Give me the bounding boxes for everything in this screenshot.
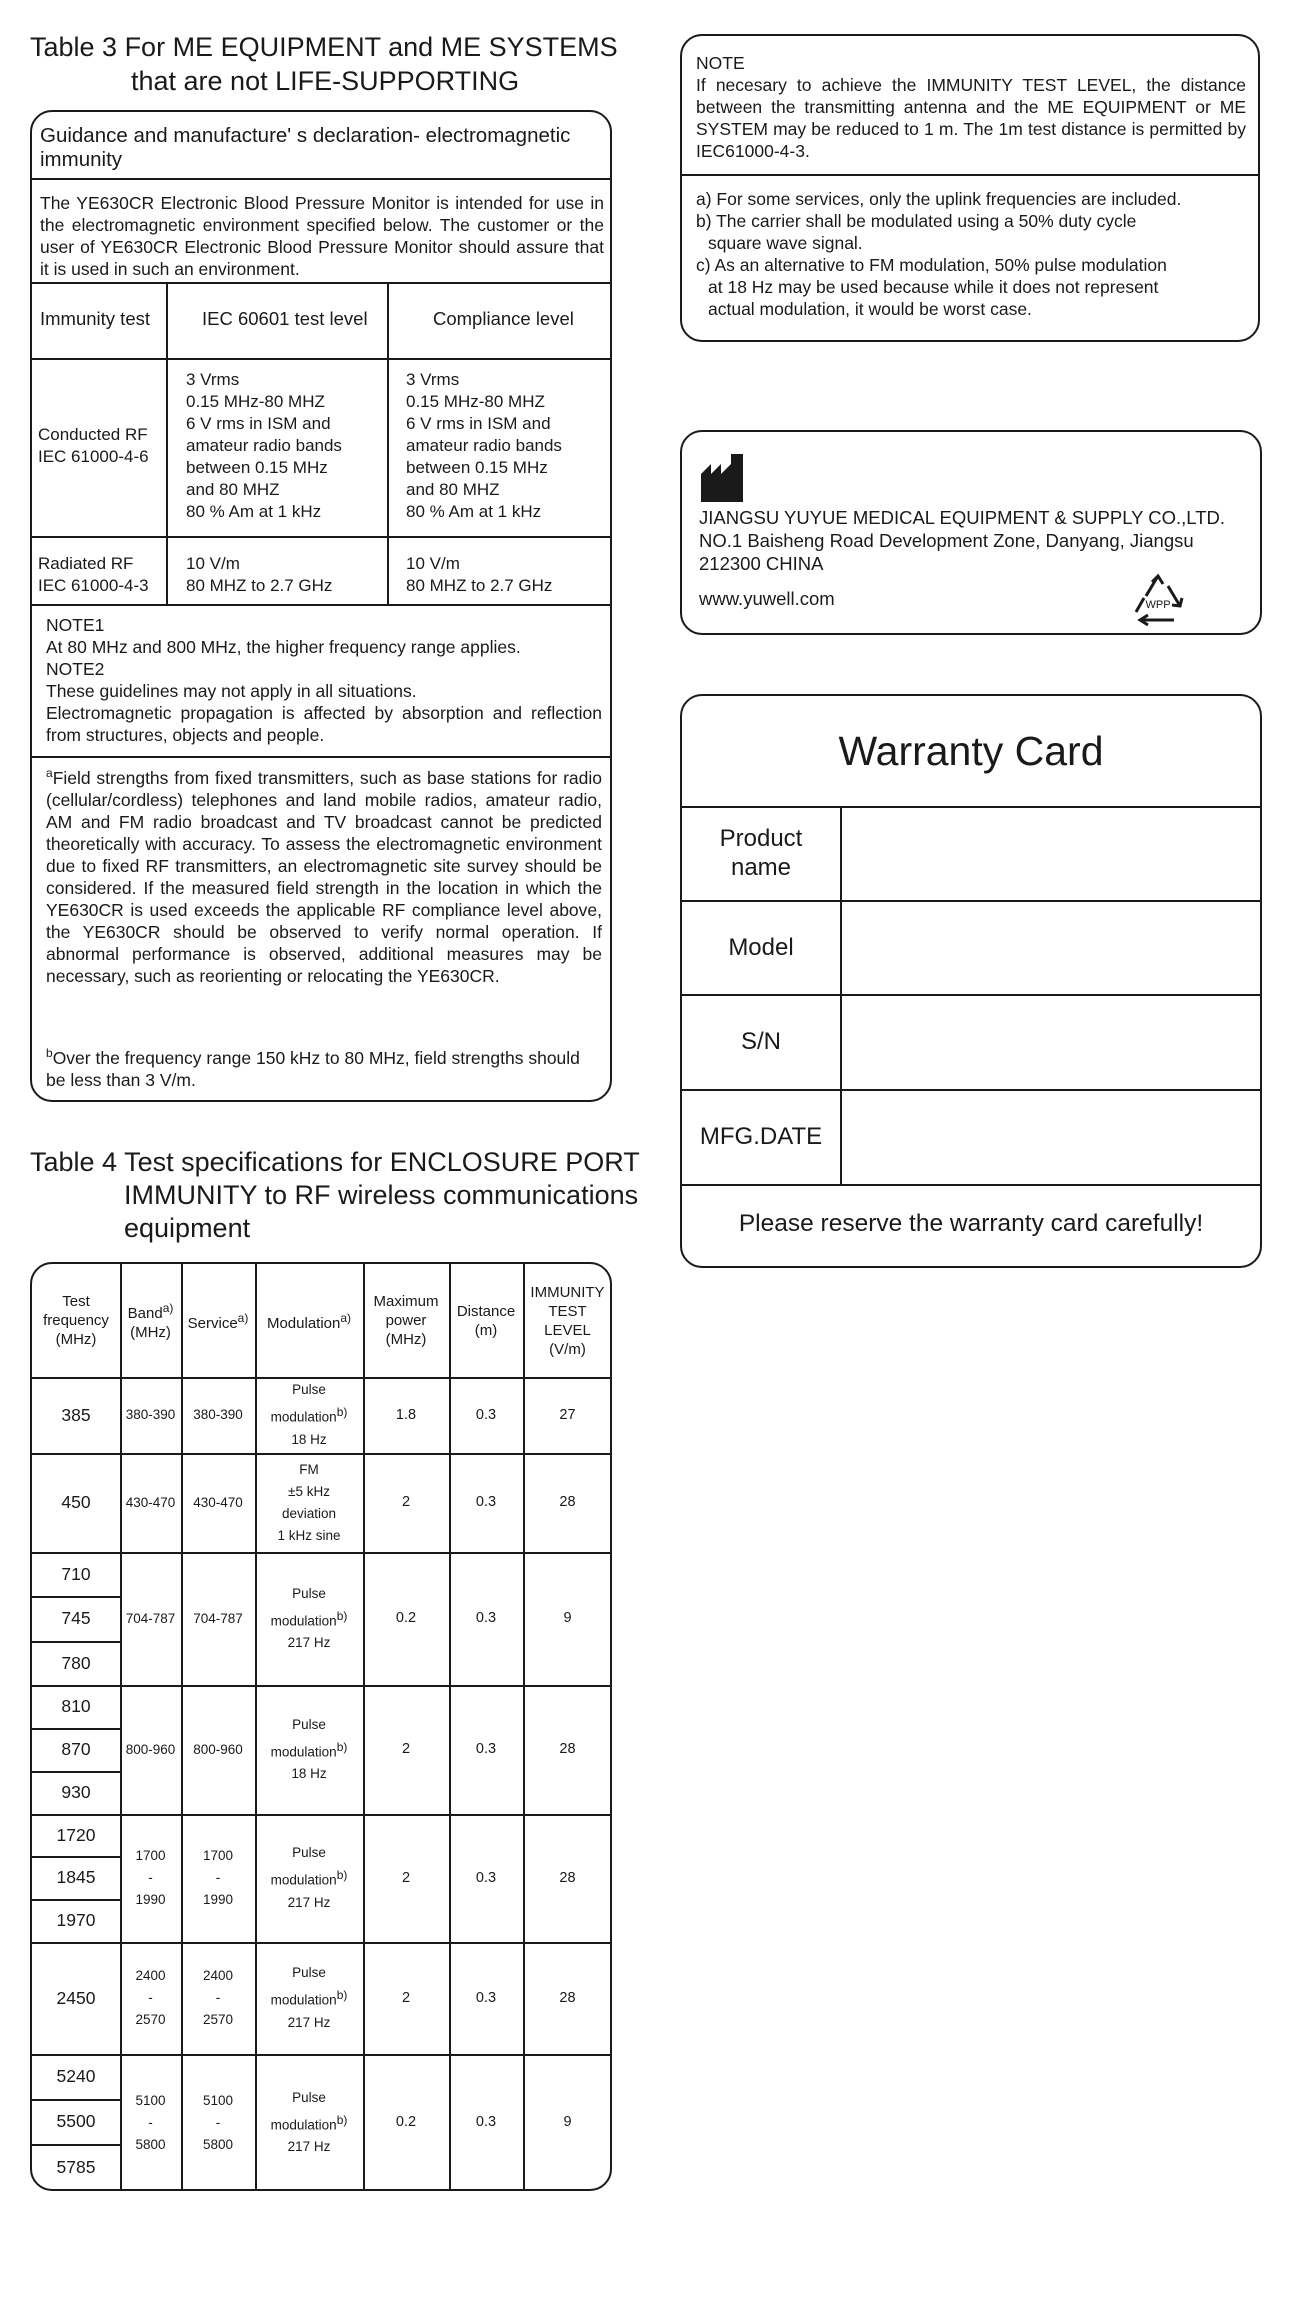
service-cell: 430-470 [193, 1494, 243, 1510]
header-distance: Distance (m) [456, 1302, 516, 1339]
power-cell: 0.2 [395, 2114, 417, 2130]
conducted-rf-compliance: 3 Vrms 0.15 MHz-80 MHZ 6 V rms in ISM and amateur radio bands between 0.15 MHz and 80 MHZ 80 % Am at 1 kHz [406, 370, 562, 521]
manufacturer-website: www.yuwell.com [699, 588, 835, 609]
table4-box [30, 1262, 612, 2191]
radiated-rf-level: 10 V/m 80 MHZ to 2.7 GHz [186, 554, 333, 595]
distance-cell: 0.3 [475, 1494, 497, 1510]
freq-cell: 5500 [56, 2111, 96, 2131]
header-modulation: Modulation$^{a)}$ [266, 1310, 352, 1332]
modulation-cell: Pulse modulation$^{b)}$ 217 Hz [270, 1965, 348, 2030]
header-service: Service$^{a)}$ [187, 1310, 249, 1332]
level-cell: 28 [559, 1741, 576, 1757]
warranty-label-sn: S/N [740, 1028, 781, 1055]
power-cell: 0.2 [395, 1610, 417, 1626]
level-cell: 28 [559, 1989, 576, 2006]
band-cell: 2400 - 2570 [135, 1968, 166, 2027]
radiated-rf-test: Radiated RF IEC 61000-4-3 [38, 554, 149, 595]
warranty-card [680, 694, 1262, 1268]
freq-cell: 1970 [56, 1910, 96, 1930]
note-text: If necesary to achieve the IMMUNITY TEST LEVEL, the distance between the transmitting antenna and the ME EQUIPMENT or ME SYSTEM may be reduced to 1 m. The 1m test distance is permitted by IEC61000-4-3. [696, 75, 1246, 161]
service-cell: 704-787 [193, 1610, 243, 1626]
note-c1: c) As an alternative to FM modulation, 50% pulse modulation [696, 255, 1167, 275]
power-cell: 2 [401, 1494, 411, 1510]
level-cell: 28 [559, 1494, 576, 1510]
table3-header: Guidance and manufacture' s declaration- electromagnetic immunity [32, 112, 610, 180]
col-header-compliance: Compliance level [433, 308, 574, 329]
manufacturer-factory-icon [699, 452, 745, 509]
header-test-frequency: Test frequency (MHz) [43, 1293, 109, 1348]
band-cell: 1700 - 1990 [135, 1848, 166, 1907]
note-label: NOTE [696, 53, 745, 73]
freq-cell: 810 [61, 1696, 91, 1716]
header-max-power: Maximum power (MHz) [373, 1293, 439, 1348]
distance-cell: 0.3 [475, 1610, 497, 1626]
note-a: a) For some services, only the uplink frequencies are included. [696, 189, 1182, 209]
warranty-title: Warranty Card [838, 728, 1104, 774]
header-immunity-level: IMMUNITY TEST LEVEL (V/m) [530, 1283, 605, 1358]
conducted-rf-level: 3 Vrms 0.15 MHz-80 MHZ 6 V rms in ISM and amateur radio bands between 0.15 MHz and 80 MHZ 80 % Am at 1 kHz [186, 370, 342, 521]
distance-cell: 0.3 [475, 1869, 497, 1886]
band-cell: 704-787 [125, 1610, 176, 1626]
table3-footnote-b: $^b$Over the frequency range 150 kHz to 80 MHz, field strengths should be less than 3 V/m. [46, 1046, 580, 1090]
table3-notes: NOTE1 At 80 MHz and 800 MHz, the higher frequency range applies. NOTE2 These guidelines may not apply in all situations. Electromagnetic propagation is affected by absorption and reflection from structures, objects and people. [46, 615, 602, 745]
freq-cell: 710 [61, 1563, 91, 1584]
power-cell: 2 [401, 1989, 411, 2006]
freq-cell: 5240 [56, 2066, 96, 2086]
recycle-icon [1126, 572, 1190, 633]
warranty-label-model: Model [728, 933, 794, 961]
col-header-immunity-test: Immunity test [40, 308, 150, 329]
power-cell: 1.8 [395, 1406, 417, 1423]
header-band: Band$^{a)}$ (MHz) [127, 1301, 174, 1341]
service-cell: 380-390 [193, 1407, 243, 1422]
freq-cell: 745 [61, 1608, 91, 1628]
note-c2: at 18 Hz may be used because while it does not represent [708, 277, 1159, 297]
freq-cell: 930 [61, 1782, 91, 1802]
radiated-rf-compliance: 10 V/m 80 MHZ to 2.7 GHz [406, 554, 553, 595]
freq-cell: 5785 [56, 2157, 96, 2177]
note-b2: square wave signal. [708, 233, 863, 253]
warranty-label-mfg-date: MFG.DATE [699, 1123, 823, 1150]
svg-text:WPP: WPP [1145, 599, 1171, 611]
conducted-rf-test: Conducted RF IEC 61000-4-6 [38, 425, 149, 466]
distance-cell: 0.3 [475, 1989, 497, 2006]
service-cell: 1700 - 1990 [202, 1848, 234, 1907]
table3-footnote-a: $^a$Field strengths from fixed transmitters, such as base stations for radio (cellular/cordless) telephones and land mobile radios, amateur radio, AM and FM radio broadcast and TV broadcast cannot be predicted theoretically with accuracy. To assess the electromagnetic environment due to fixed RF transmitters, an electromagnetic site survey should be considered. If the measured field strength in the location in which the YE630CR is used exceeds the applicable RF compliance level above, the YE630CR should be observed to verify normal operation. If abnormal performance is observed, additional measures may be necessary, such as reorienting or relocating the YE630CR. [46, 766, 602, 986]
service-cell: 2400 - 2570 [202, 1968, 234, 2027]
manufacturer-box [680, 430, 1262, 635]
power-cell: 2 [401, 1869, 411, 1886]
warranty-footer: Please reserve the warranty card carefully! [738, 1210, 1204, 1237]
service-cell: 5100 - 5800 [202, 2092, 234, 2152]
band-cell: 380-390 [125, 1407, 176, 1422]
modulation-cell: FM ±5 kHz deviation 1 kHz sine [277, 1461, 341, 1543]
level-cell: 27 [559, 1406, 576, 1423]
table3-intro: The YE630CR Electronic Blood Pressure Monitor is intended for use in the electromagnetic environment specified below. The customer or the user of YE630CR Electronic Blood Pressure Monitor should assure that it is used in such an environment. [32, 180, 610, 284]
band-cell: 5100 - 5800 [135, 2092, 166, 2152]
freq-cell: 780 [61, 1652, 91, 1673]
band-cell: 430-470 [125, 1494, 176, 1510]
freq-cell: 2450 [56, 1987, 96, 2008]
band-cell: 800-960 [125, 1741, 176, 1757]
level-cell: 9 [563, 2114, 572, 2130]
note-c3: actual modulation, it would be worst case. [708, 299, 1032, 319]
level-cell: 28 [559, 1869, 576, 1886]
manufacturer-address: JIANGSU YUYUE MEDICAL EQUIPMENT & SUPPLY CO.,LTD. NO.1 Baisheng Road Development Zone, Danyang, Jiangsu 212300 CHINA [699, 507, 1226, 574]
note-b1: b) The carrier shall be modulated using a 50% duty cycle [696, 211, 1137, 231]
modulation-cell: Pulse modulation$^{b)}$ 18 Hz [270, 1382, 348, 1447]
freq-cell: 385 [61, 1404, 91, 1425]
modulation-cell: Pulse modulation$^{b)}$ 217 Hz [270, 2089, 348, 2155]
note-box [680, 34, 1260, 342]
distance-cell: 0.3 [475, 1741, 497, 1757]
distance-cell: 0.3 [475, 2114, 497, 2130]
service-cell: 800-960 [193, 1741, 243, 1757]
modulation-cell: Pulse modulation$^{b)}$ 217 Hz [270, 1845, 348, 1910]
distance-cell: 0.3 [475, 1406, 497, 1423]
modulation-cell: Pulse modulation$^{b)}$ 18 Hz [270, 1716, 348, 1782]
warranty-label-product-name: Product name [719, 825, 803, 881]
freq-cell: 450 [61, 1492, 91, 1512]
level-cell: 9 [563, 1610, 572, 1626]
table3-title: Table 3 For ME EQUIPMENT and ME SYSTEMS that are not LIFE-SUPPORTING [30, 32, 618, 96]
freq-cell: 870 [61, 1739, 91, 1759]
power-cell: 2 [401, 1741, 411, 1757]
table3-box [30, 110, 612, 1102]
freq-cell: 1720 [56, 1824, 96, 1845]
modulation-cell: Pulse modulation$^{b)}$ 217 Hz [270, 1585, 348, 1651]
col-header-iec-level: IEC 60601 test level [202, 308, 368, 329]
freq-cell: 1845 [56, 1867, 96, 1887]
table4-title: Table 4 Test specifications for ENCLOSURE PORT IMMUNITY to RF wireless communications equipment [30, 1147, 640, 1243]
